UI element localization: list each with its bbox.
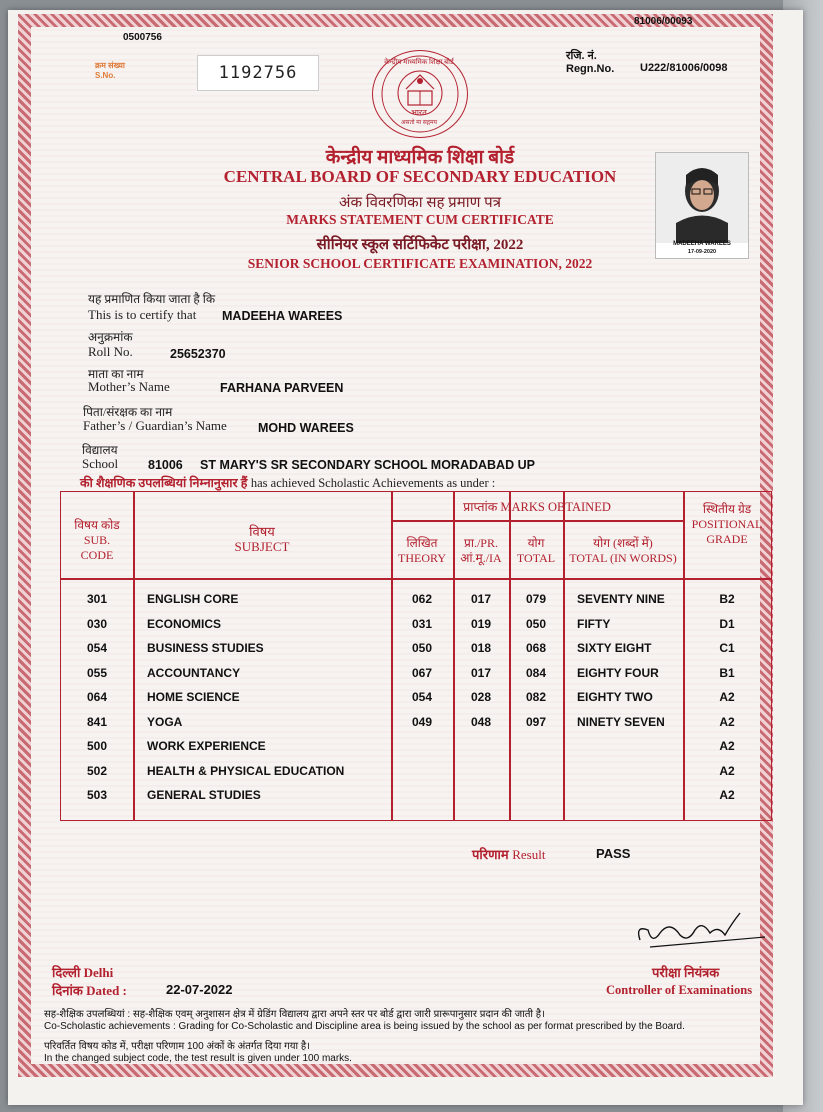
theory-marks: 062	[411, 592, 433, 606]
header-total	[509, 536, 563, 566]
photo-caption-date: 17-09-2020	[687, 249, 717, 255]
mother-name: FARHANA PARVEEN	[220, 381, 344, 395]
dated-label	[52, 981, 127, 999]
issue-date: 22-07-2022	[166, 982, 233, 997]
total-marks: 068	[525, 641, 547, 655]
note-changed-code: In the changed subject code, the test result is given under 100 marks.	[44, 1053, 352, 1064]
header-grade-en2: GRADE	[706, 532, 748, 546]
header-words	[563, 536, 683, 566]
header-practical	[453, 536, 509, 566]
practical-marks: 028	[470, 690, 492, 704]
positional-grade: D1	[719, 616, 735, 631]
header-practical-top: प्रा./PR.	[464, 536, 498, 550]
header-theory-en: THEORY	[398, 551, 446, 565]
header-marks-obtained: प्राप्तांक MARKS OBTAINED	[463, 500, 611, 514]
school-name: ST MARY'S SR SECONDARY SCHOOL MORADABAD UP	[200, 458, 535, 472]
positional-grade: B2	[719, 592, 735, 606]
seal-text-top: केन्द्रीय माध्यमिक शिक्षा बोर्ड	[384, 58, 454, 66]
header-subject	[133, 524, 391, 554]
total-in-words: FIFTY	[577, 616, 611, 631]
theory-marks: 049	[411, 714, 433, 729]
dated-label-hindi: दिनांक	[52, 983, 83, 998]
subject-name: ENGLISH CORE	[147, 592, 239, 606]
roll-label-hindi: अनुक्रमांक	[88, 330, 133, 344]
school-label-hindi: विद्यालय	[82, 443, 118, 457]
header-theory	[391, 536, 453, 566]
father-name: MOHD WAREES	[258, 421, 354, 435]
table-divider	[391, 520, 683, 522]
candidate-name: MADEEHA WAREES	[222, 309, 343, 323]
doc-title-english: MARKS STATEMENT CUM CERTIFICATE	[286, 212, 554, 227]
header-total-en: TOTAL	[516, 551, 556, 565]
positional-grade: C1	[719, 641, 735, 655]
serial-label-en: S.No.	[95, 71, 116, 80]
total-marks: 079	[525, 592, 547, 606]
header-practical-bottom: आं.मू./IA	[460, 551, 502, 565]
total-in-words: EIGHTY FOUR	[577, 665, 659, 680]
registration-label-hindi: रजि. नं.	[566, 50, 597, 62]
seal-text-bottom: भारत	[411, 108, 427, 117]
header-grade	[683, 502, 771, 547]
serial-label-hindi: क्रम संख्या	[95, 61, 125, 70]
note-coscholastic-hindi: सह-शैक्षिक उपलब्धियां : सह-शैक्षिक एवम् अनुशासन क्षेत्र में ग्रेडिंग विद्यालय द्वारा अपने स्तर पर बोर्ड द्वारा जारी प्रारूपानुसार प्रदान की जाती है।	[44, 1009, 545, 1020]
header-code	[61, 518, 133, 563]
subject-name: BUSINESS STUDIES	[147, 641, 264, 655]
candidate-photo	[655, 152, 749, 259]
marks-table	[60, 491, 772, 821]
subject-code: 055	[86, 665, 108, 680]
top-left-number: 0500756	[123, 32, 162, 43]
header-grade-en1: POSITIONAL	[691, 517, 763, 531]
place	[52, 963, 113, 981]
school-label: School	[82, 456, 119, 471]
header-code-en2: CODE	[80, 548, 114, 562]
theory-marks: 031	[411, 616, 433, 631]
certify-label-hindi: यह प्रमाणित किया जाता है कि	[88, 292, 216, 306]
subject-name: HEALTH & PHYSICAL EDUCATION	[147, 763, 345, 778]
practical-marks: 048	[470, 714, 492, 729]
mother-label: Mother’s Name	[88, 379, 170, 394]
positional-grade: A2	[719, 739, 735, 753]
subject-name: GENERAL STUDIES	[147, 788, 261, 802]
father-label-hindi: पिता/संरक्षक का नाम	[83, 405, 173, 419]
dated-label-en: Dated :	[86, 983, 127, 998]
practical-marks: 018	[470, 641, 492, 655]
achievements-line	[80, 474, 495, 491]
controller-label: Controller of Examinations	[606, 983, 753, 997]
header-theory-hindi: लिखित	[406, 536, 438, 550]
achievements-hindi: की शैक्षणिक उपलब्धियां निम्नानुसार हैं	[80, 476, 248, 490]
positional-grade: A2	[719, 690, 735, 704]
subject-code: 500	[86, 739, 108, 753]
header-grade-hindi: स्थितीय ग्रेड	[702, 502, 752, 516]
subject-code: 841	[86, 714, 108, 729]
total-marks: 084	[525, 665, 547, 680]
subject-name: WORK EXPERIENCE	[147, 739, 266, 753]
registration-label-en: Regn.No.	[566, 63, 615, 75]
note-changed-code-hindi: परिवर्तित विषय कोड में, परीक्षा परिणाम 100 अंकों के अंतर्गत दिया गया है।	[44, 1041, 310, 1052]
header-subject-hindi: विषय	[249, 524, 275, 539]
total-in-words: EIGHTY TWO	[577, 690, 653, 704]
table-divider	[61, 578, 771, 580]
total-in-words: SEVENTY NINE	[577, 592, 665, 606]
subject-code: 054	[86, 641, 108, 655]
certify-label: This is to certify that	[88, 307, 197, 322]
total-marks: 050	[525, 616, 547, 631]
total-in-words: SIXTY EIGHT	[577, 641, 652, 655]
board-name-english: CENTRAL BOARD OF SECONDARY EDUCATION	[223, 167, 617, 186]
subject-code: 030	[86, 616, 108, 631]
positional-grade: B1	[719, 665, 735, 680]
place-en: Delhi	[83, 965, 114, 980]
controller-label-hindi: परीक्षा नियंत्रक	[652, 965, 720, 980]
seal-motto: असतो मा सद्गमय	[400, 120, 438, 126]
theory-marks: 054	[411, 690, 433, 704]
doc-title-hindi: अंक विवरणिका सह प्रमाण पत्र	[339, 195, 501, 211]
total-in-words: NINETY SEVEN	[577, 714, 665, 729]
total-marks: 097	[525, 714, 547, 729]
theory-marks: 050	[411, 641, 433, 655]
serial-label	[95, 60, 125, 80]
practical-marks: 017	[470, 592, 492, 606]
top-right-number: 81006/00093	[634, 16, 693, 27]
photo-caption-name: MADEEHA WAREES	[673, 241, 731, 247]
result-label-hindi: परिणाम	[472, 847, 509, 862]
header-code-hindi: विषय कोड	[74, 518, 120, 532]
note-coscholastic: Co-Scholastic achievements : Grading for Co-Scholastic and Discipline area is being issued by the school as per format prescribed by the Board.	[44, 1021, 685, 1032]
subject-name: ECONOMICS	[147, 616, 222, 631]
header-code-en1: SUB.	[83, 533, 111, 547]
board-name-hindi: केन्द्रीय माध्यमिक शिक्षा बोर्ड	[325, 147, 515, 168]
exam-title-english: SENIOR SCHOOL CERTIFICATE EXAMINATION, 2022	[247, 256, 593, 271]
header-subject-en: SUBJECT	[234, 539, 290, 554]
school-code: 81006	[148, 458, 183, 472]
total-marks: 082	[525, 690, 547, 704]
positional-grade: A2	[719, 763, 735, 778]
subject-name: YOGA	[147, 714, 183, 729]
practical-marks: 017	[470, 665, 492, 680]
father-label: Father’s / Guardian’s Name	[83, 418, 227, 433]
result-label: Result	[512, 847, 546, 862]
theory-marks: 067	[411, 665, 433, 680]
place-hindi: दिल्ली	[52, 965, 81, 980]
result-value: PASS	[596, 846, 631, 861]
subject-code: 502	[86, 763, 108, 778]
header-words-hindi: योग (शब्दों में)	[593, 536, 653, 550]
registration-label	[566, 48, 614, 75]
mother-label-hindi: माता का नाम	[88, 367, 144, 381]
serial-number: 1192756	[197, 55, 319, 91]
practical-marks: 019	[470, 616, 492, 631]
roll-number: 25652370	[170, 347, 226, 361]
achievements-english: has achieved Scholastic Achievements as under :	[250, 476, 496, 490]
header-words-en: TOTAL (IN WORDS)	[569, 551, 677, 565]
positional-grade: A2	[719, 788, 735, 802]
subject-code: 301	[86, 592, 108, 606]
subject-code: 064	[86, 690, 108, 704]
subject-name: HOME SCIENCE	[147, 690, 240, 704]
header-total-hindi: योग	[527, 536, 545, 550]
subject-name: ACCOUNTANCY	[147, 665, 241, 680]
controller-signature	[630, 905, 770, 960]
exam-title-hindi: सीनियर स्कूल सर्टिफिकेट परीक्षा, 2022	[316, 237, 524, 253]
positional-grade: A2	[719, 714, 735, 729]
subject-code: 503	[86, 788, 108, 802]
result-line	[472, 845, 545, 863]
registration-number: U222/81006/0098	[640, 62, 728, 74]
roll-label: Roll No.	[88, 344, 133, 359]
